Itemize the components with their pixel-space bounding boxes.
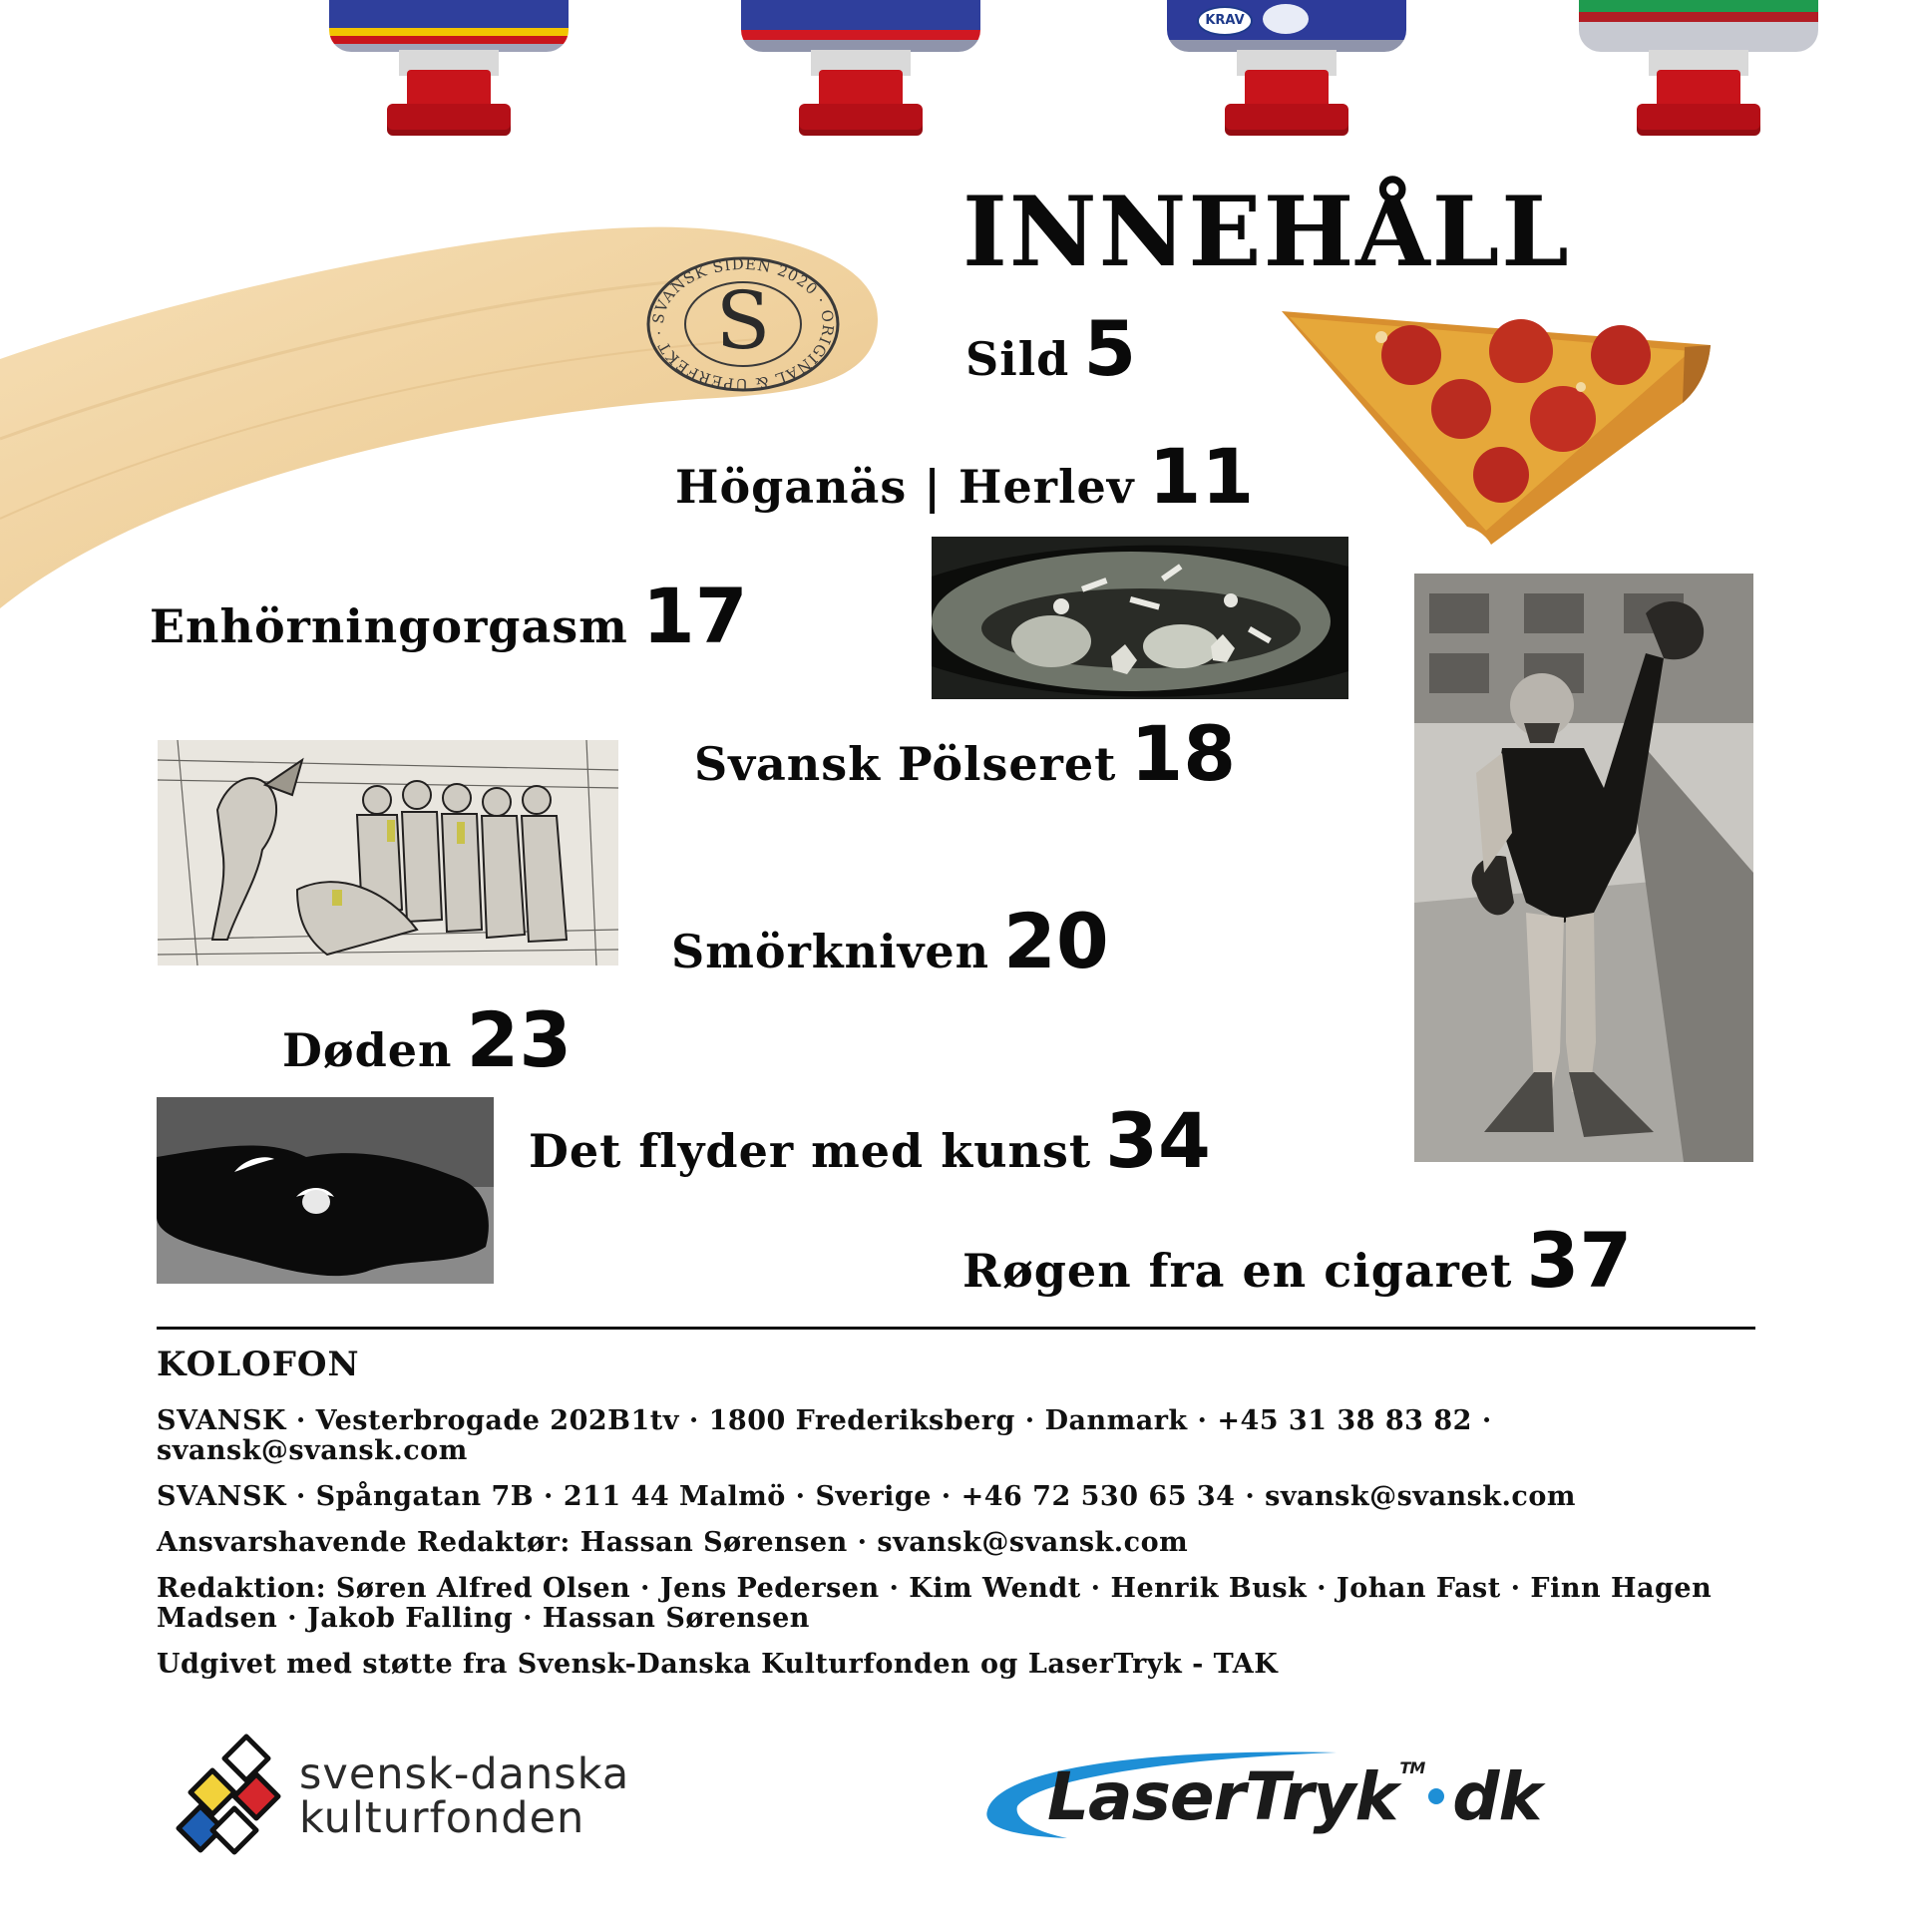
colophon [157, 1345, 1772, 1696]
toc-page-number: 5 [1083, 304, 1137, 393]
page-title: INNEHÅLL [962, 176, 1571, 288]
stamp-ring-text: SVANSK SIDEN 2020 · ORIGINAL & UPERFEKT · [648, 254, 838, 394]
lasertryk-dot-icon [1428, 1788, 1444, 1804]
toc-page-number: 20 [1003, 897, 1109, 985]
toc-label: Smörkniven [671, 925, 990, 978]
tube-1 [329, 0, 569, 140]
toc-item-det-flyder-med-kunst[interactable] [529, 1096, 1211, 1185]
woodcut-illustration-image [158, 740, 618, 966]
tube-4 [1579, 0, 1818, 140]
tube-2 [741, 0, 980, 140]
toc-page-number: 34 [1105, 1096, 1211, 1185]
kulturfonden-line2: kulturfonden [299, 1793, 585, 1843]
colophon-address-se: SVANSK · Spångatan 7B · 211 44 Malmö · Sverige · +46 72 530 65 34 · svansk@svansk.com [157, 1481, 1576, 1512]
toc-item-doden[interactable] [282, 995, 573, 1084]
toc-label: Sild [965, 332, 1070, 386]
toc-label: Røgen fra en cigaret [962, 1244, 1513, 1298]
toc-page-number: 17 [641, 572, 748, 660]
kulturfonden-diamond-icon [165, 1731, 294, 1860]
toc-item-enhorningorgasm[interactable] [150, 572, 748, 660]
svansk-stamp [643, 254, 843, 394]
pizza-slice-image [1282, 307, 1721, 547]
kulturfonden-line1: svensk-danska [299, 1749, 630, 1799]
toc-item-svansk-polseret[interactable] [694, 709, 1237, 798]
toc-label: Svansk Pölseret [694, 737, 1117, 791]
stamp-letter: S [715, 274, 771, 367]
lasertryk-logo[interactable] [977, 1740, 1542, 1850]
colophon-heading: KOLOFON [157, 1345, 360, 1384]
mouth-sprinkles-image [932, 537, 1348, 699]
toc-page-number: 37 [1526, 1216, 1633, 1305]
krav-label: KRAV [1205, 13, 1245, 28]
colophon-editor: Ansvarshavende Redaktør: Hassan Sørensen · svansk@svansk.com [157, 1527, 1189, 1558]
toc-item-hoganas-herlev[interactable] [675, 432, 1255, 521]
toc-item-sild[interactable] [965, 304, 1137, 393]
toc-label: Höganäs | Herlev [675, 460, 1135, 514]
section-divider [157, 1327, 1755, 1330]
tube-3 [1167, 0, 1406, 140]
toc-page-number: 11 [1148, 432, 1255, 521]
dark-figure-illustration-image [157, 1097, 494, 1284]
colophon-address-dk: SVANSK · Vesterbrogade 202B1tv · 1800 Frederiksberg · Danmark · +45 31 38 83 82 · svansk@svansk.com [157, 1405, 1492, 1466]
colophon-editorial-staff: Redaktion: Søren Alfred Olsen · Jens Pedersen · Kim Wendt · Henrik Busk · Johan Fast · Finn Hagen Madsen · Jakob Falling · Hassan Sørensen [157, 1573, 1713, 1634]
toc-label: Enhörningorgasm [150, 599, 628, 653]
swimmer-photo-image [1414, 574, 1753, 1162]
fish-badge [1263, 4, 1309, 34]
lasertryk-name: LaserTryk [1047, 1758, 1398, 1835]
colophon-support-note: Udgivet med støtte fra Svensk-Danska Kulturfonden og LaserTryk - TAK [157, 1649, 1279, 1680]
toc-label: Døden [282, 1023, 453, 1077]
toc-item-rogen-fra-en-cigaret[interactable] [962, 1216, 1633, 1305]
lasertryk-trademark: TM [1399, 1758, 1425, 1777]
lasertryk-tld: dk [1452, 1758, 1542, 1835]
krav-badge [1197, 6, 1253, 36]
toc-label: Det flyder med kunst [529, 1124, 1092, 1178]
toc-page-number: 23 [466, 995, 573, 1084]
toc-page-number: 18 [1130, 709, 1237, 798]
toc-item-smorkniven[interactable] [671, 897, 1109, 985]
kulturfonden-logo[interactable] [165, 1731, 723, 1860]
